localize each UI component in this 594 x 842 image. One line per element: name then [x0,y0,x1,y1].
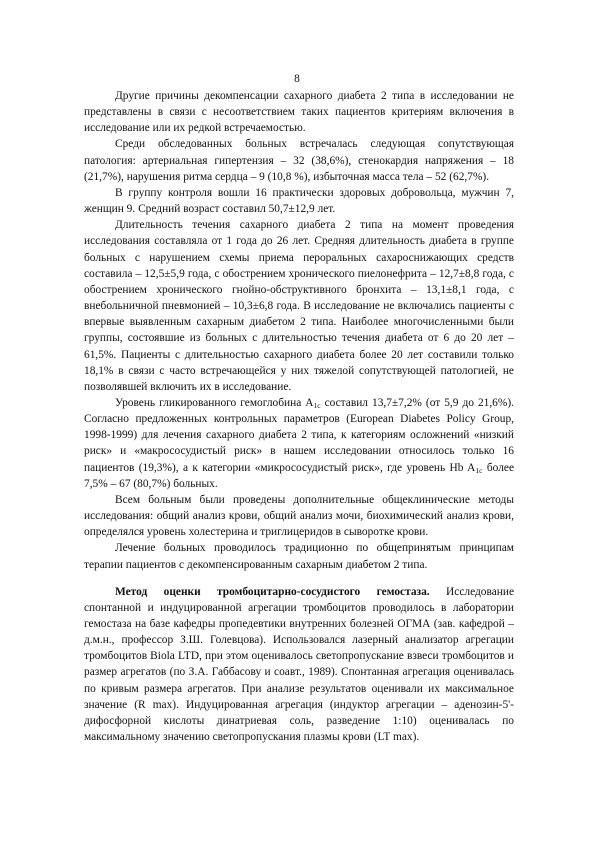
paragraph-control-group: В группу контроля вошли 16 практически здоровых добровольца, мужчин 7, женщин 9. Средний возраст составил 50,7±12,9 лет. [84,186,514,216]
subscript: 1c [313,400,321,410]
paragraph-comorbidities: Среди обследованных больных встречалась следующая сопутствующая патология: артериальная гипертензия – 32 (38,6%), стенокардия напряжения – 18 (21,7%), нарушения ритма сердца – 9 (10,8 %), избыточная масса тела – 52 (62,7%). [84,138,514,183]
paragraph-hemostasis-method: Метод оценки тромбоцитарно-сосудистого гемостаза. Исследование спонтанной и индуцированной агрегации тромбоцитов проводилось в лаборатории гемостаза на базе кафедры пропедевтики внутренних болезней ОГМА (зав. кафедрой – д.м.н., профессор З.Ш. Голевцова). Использовался лазерный анализатор агрегации тромбоцитов Biola LTD, при этом оценивалось светопропускание взвеси тромбоцитов и размер агрегатов (по З.А. Габбасову и соавт., 1989). Спонтанная агрегация оценивалась по кривым размера агрегатов. При анализе результатов оценивали их максимальное значение (R max). Индуцированная агрегация (индуктор агрегации – аденозин-5'-дифосфорной кислоты динатриевая соль, разведение 1:10) оценивалась по максимальному значению светопропускания плазмы крови (LT max). [84,585,515,744]
paragraph-diabetes-duration: Длительность течения сахарного диабета 2 типа на момент проведения исследования составляла от 1 года до 26 лет. Средняя длительность диабета в группе больных с нарушением схемы приема пероральных сахароснижающих средств составила – 12,5±5,9 года, с обострением хронического пиелонефрита – 12,7±8,8 года, с обострением хронического гнойно-обструктивного бронхита – 13,1±8,1 года, с внебольничной пневмонией – 10,3±6,8 года. В исследование не включались пациенты с впервые выявленным сахарным диабетом 2 типа. Наиболее многочисленными были группы, состоявшие из больных с длительностью течения диабета от 6 до 20 лет – 61,5%. Пациенты с длительностью сахарного диабета более 20 лет составили только 18,1% в связи с часто встречающейся у них тяжелой сопутствующей патологией, не позволявшей включить их в исследование. [84,219,514,393]
paragraph-glycated-hemoglobin: Уровень гликированного гемоглобина $A_{1c}$ составил 13,7±7,2% (от 5,9 до 21,6%). Согласно предложенных контрольных параметров (European Diabetes Policy Group, 1998-1999) для лечения сахарного диабета 2 типа, к категориям осложнений «низкий риск» и «макрососудистый риск» в нашем исследовании относилось только 16 пациентов (19,3%), а к категории «микрососудистый риск», где уровень Hb $A_{1c}$ более 7,5% – 67 (80,7%) больных. [84,396,515,490]
paragraph-additional-methods: Всем больным были проведены дополнительные общеклинические методы исследования: общий анализ крови, общий анализ мочи, биохимический анализ крови, определялся уровень холестерина и триглицеридов в сыворотке крови. [84,493,514,539]
paragraph-treatment: Лечение больных проводилось традиционно по общепринятым принципам терапии пациентов с декомпенсированным сахарным диабетом 2 типа. [84,542,514,571]
paragraph-other-causes: Другие причины декомпенсации сахарного диабета 2 типа в исследовании не представлены в связи с несоответствием таких пациентов критериям включения в исследование или их редкой встречаемостью. [84,90,514,135]
document-body [84,88,514,745]
subscript: 1c [475,465,483,475]
page-number: 8 [294,73,300,85]
section-heading: Метод оценки тромбоцитарно-сосудистого гемостаза. [115,585,430,598]
